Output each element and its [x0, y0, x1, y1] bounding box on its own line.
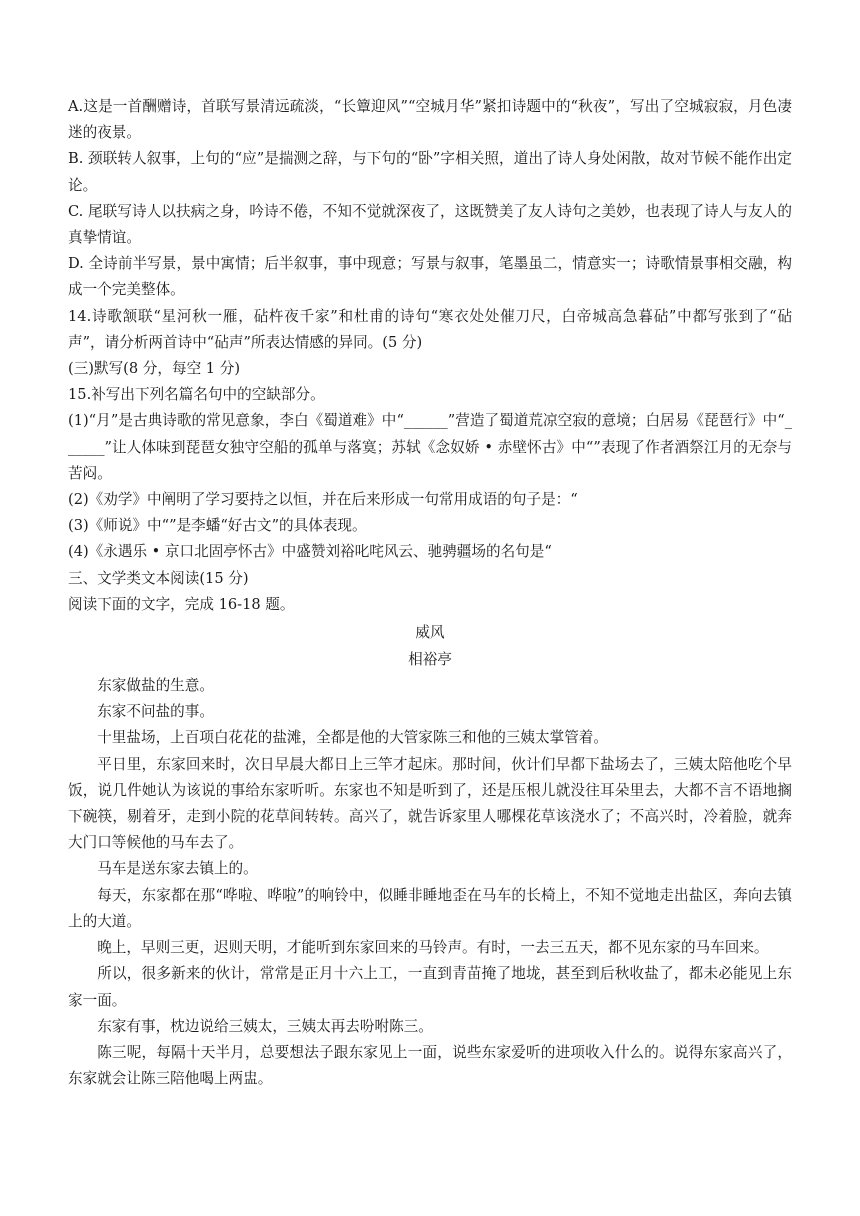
section-3-instruction: 阅读下面的文字，完成 16-18 题。: [68, 595, 295, 613]
question-15-4: (4)《永遇乐 • 京口北固亭怀古》中盛赞刘裕叱咤风云、驰骋疆场的名句是“: [68, 543, 552, 561]
story-paragraph: 东家做盐的生意。: [97, 677, 214, 695]
story: [68, 619, 792, 1092]
option-c: C. 尾联写诗人以扶病之身，吟诗不倦，不知不觉就深夜了，这既赞美了友人诗句之美妙，也表现了诗人与友人的真挚情谊。: [68, 202, 792, 247]
story-paragraph: 马车是送东家去镇上的。: [97, 860, 258, 878]
question-block: [68, 94, 792, 618]
story-paragraph: 晚上，早则三更，迟则天明，才能听到东家回来的马铃声。有时，一去三五天，都不见东家的马车回来。: [97, 939, 769, 957]
dictation-header: (三)默写(8 分，每空 1 分): [68, 360, 241, 378]
question-15-3: (3)《师说》中“”是李蟠“好古文”的具体表现。: [68, 517, 367, 535]
option-a: A.这是一首酬赠诗，首联写景清远疏淡，“长簟迎风”“空城月华”紧扣诗题中的“秋夜”，写出了空城寂寂，月色凄迷的夜景。: [68, 98, 792, 142]
story-paragraph: 陈三呢，每隔十天半月，总要想法子跟东家见上一面，说些东家爱听的进项收入什么的。说得东家高兴了，东家就会让陈三陪他喝上两盅。: [68, 1043, 792, 1088]
option-b: B. 颈联转人叙事，上句的“应”是揣测之辞，与下句的“卧”字相关照，道出了诗人身处闲散，故对节候不能作出定论。: [68, 150, 792, 194]
question-14: 14.诗歌颔联“星河秋一雁，砧杵夜千家”和杜甫的诗句“寒衣处处催刀尺，白帝城高急暮砧”中都写张到了“砧声”，请分析两首诗中“砧声”所表达情感的异同。(5 分): [68, 307, 792, 351]
section-3-header: 三、文学类文本阅读(15 分): [68, 569, 249, 587]
story-title: 威风: [415, 624, 445, 642]
question-15: 15.补写出下列名篇名句中的空缺部分。: [68, 386, 325, 404]
story-paragraph: 每天，东家都在那“哗啦、哗啦”的响铃中，似睡非睡地歪在马车的长椅上，不知不觉地走出盐区，奔向去镇上的大道。: [68, 886, 792, 930]
story-paragraph: 所以，很多新来的伙计，常常是正月十六上工，一直到青苗掩了地垅，甚至到后秋收盐了，都未必能见上东家一面。: [68, 965, 792, 1009]
question-15-1: (1)“月”是古典诗歌的常见意象，李白《蜀道难》中“______”营造了蜀道荒凉空寂的意境；白居易《琵琶行》中“______”让人体味到琵琶女独守空船的孤单与落寞；苏轼《念奴娇 • 赤壁怀古》中“”表现了作者酒祭江月的无奈与苦闷。: [68, 412, 792, 482]
option-d: D. 全诗前半写景，景中寓情；后半叙事，事中现意；写景与叙事，笔墨虽二，情意实一；诗歌情景事相交融，构成一个完美整体。: [68, 255, 792, 299]
story-paragraph: 平日里，东家回来时，次日早晨大都日上三竿才起床。那时间，伙计们早都下盐场去了，三姨太陪他吃个早饭，说几件她认为该说的事给东家听听。东家也不知是听到了，还是压根儿就没往耳朵里去，大都不言不语地搁下碗筷，剔着牙，走到小院的花草间转转。高兴了，就告诉家里人哪棵花草该浇水了；不高兴时，冷着脸，就奔大门口等候他的马车去了。: [68, 755, 792, 852]
story-author: 相裕亭: [408, 651, 452, 669]
story-paragraph: 东家不问盐的事。: [97, 703, 214, 721]
question-15-2: (2)《劝学》中阐明了学习要持之以恒，并在后来形成一句常用成语的句子是：“: [68, 491, 578, 509]
story-paragraph: 十里盐场，上百项白花花的盐滩，全都是他的大管家陈三和他的三姨太掌管着。: [97, 729, 608, 747]
story-paragraph: 东家有事，枕边说给三姨太，三姨太再去吩咐陈三。: [97, 1017, 433, 1035]
